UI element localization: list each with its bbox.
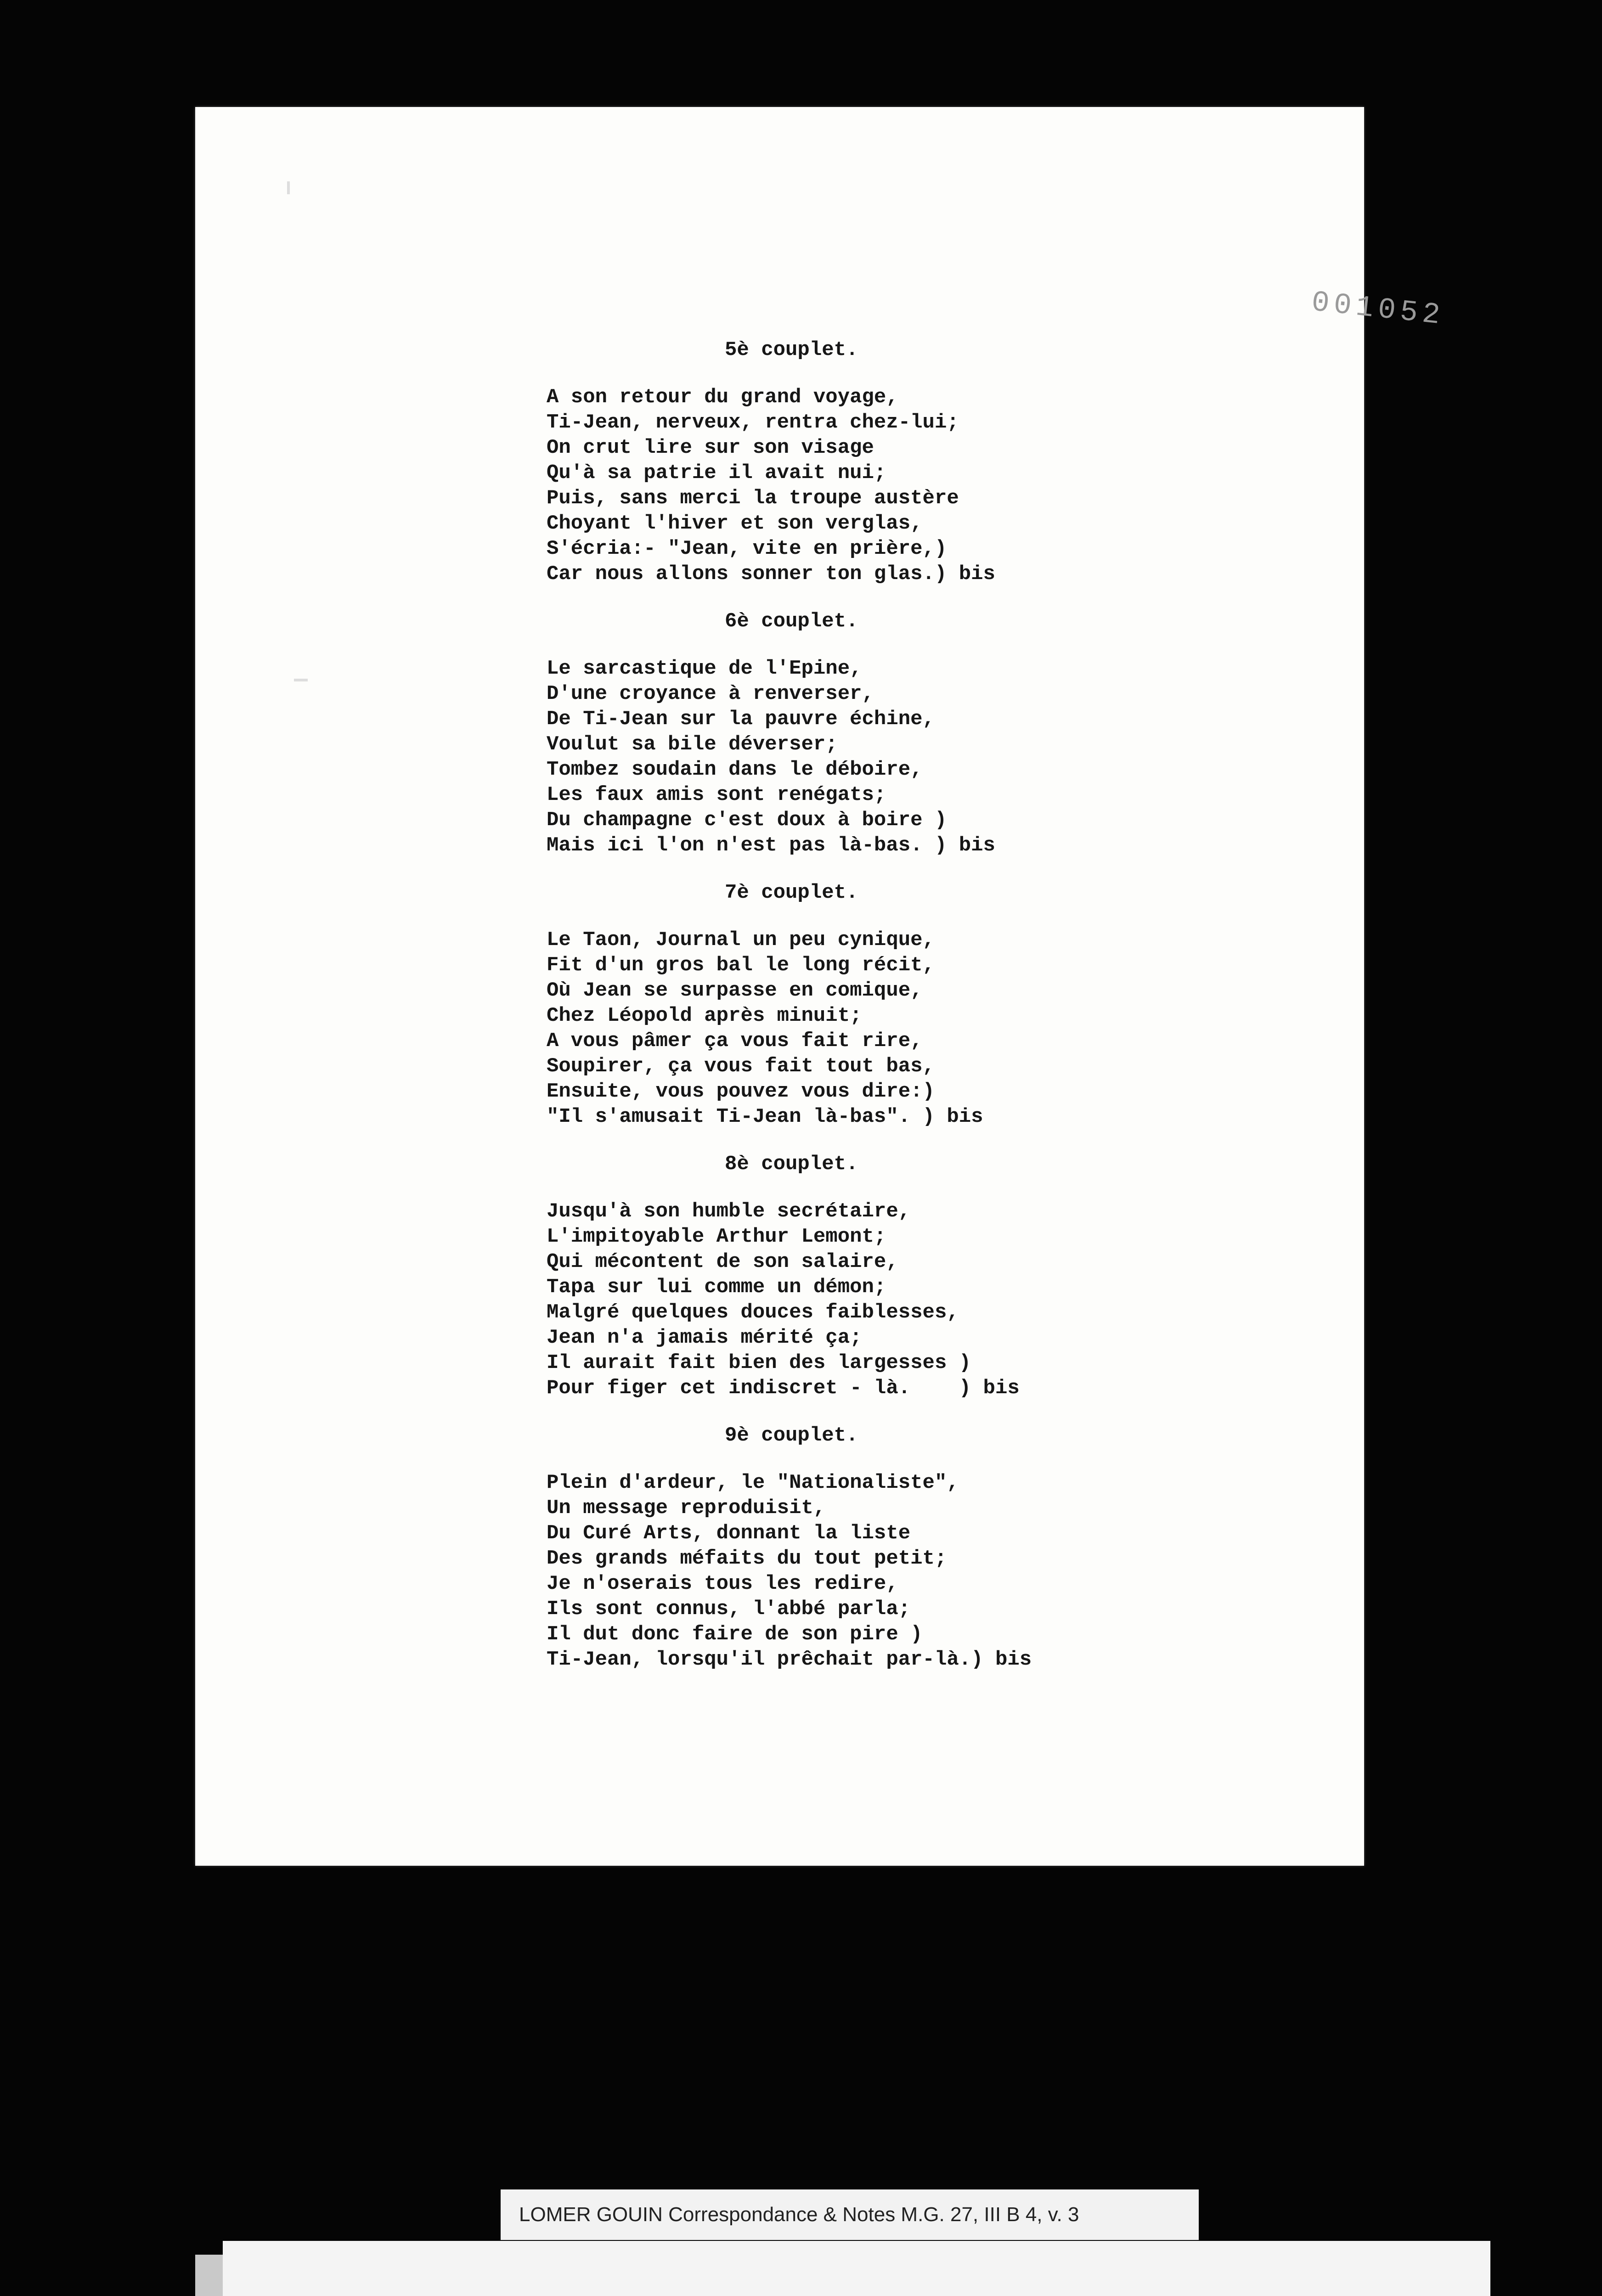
film-speck	[294, 679, 308, 681]
poem-line: Tapa sur lui comme un démon;	[547, 1276, 886, 1299]
poem-line: L'impitoyable Arthur Lemont;	[547, 1225, 886, 1248]
poem-line: Le sarcastique de l'Epine,	[547, 657, 862, 680]
poem-line: "Il s'amusait Ti-Jean là-bas". ) bis	[547, 1105, 983, 1128]
poem-line: Plein d'ardeur, le "Nationaliste",	[547, 1471, 959, 1494]
poem-line: Choyant l'hiver et son verglas,	[547, 512, 923, 535]
archive-stamp-number: 001052	[1310, 286, 1446, 333]
poem-line: Soupirer, ça vous fait tout bas,	[547, 1055, 935, 1078]
poem-line: Fit d'un gros bal le long récit,	[547, 954, 935, 977]
poem-line: Je n'oserais tous les redire,	[547, 1572, 898, 1595]
poem-line: A vous pâmer ça vous fait rire,	[547, 1030, 923, 1052]
poem-line: Le Taon, Journal un peu cynique,	[547, 929, 935, 951]
stanza	[547, 1470, 1032, 1672]
poem-line: Ti-Jean, lorsqu'il prêchait par-là.) bis	[547, 1648, 1032, 1671]
stanza	[547, 656, 1032, 858]
poem-line: Pour figer cet indiscret - là. ) bis	[547, 1377, 1020, 1400]
stanza-heading: 9è couplet.	[725, 1424, 858, 1447]
poem-line: Tombez soudain dans le déboire,	[547, 758, 923, 781]
poem-line: Du champagne c'est doux à boire )	[547, 809, 947, 832]
poem-line: Des grands méfaits du tout petit;	[547, 1547, 947, 1570]
poem-line: Un message reproduisit,	[547, 1497, 826, 1519]
poem-line: Les faux amis sont renégats;	[547, 783, 886, 806]
poem-line: A son retour du grand voyage,	[547, 386, 898, 409]
poem-line: Du Curé Arts, donnant la liste	[547, 1522, 911, 1545]
poem-line: Ils sont connus, l'abbé parla;	[547, 1598, 911, 1621]
poem-line: Ensuite, vous pouvez vous dire:)	[547, 1080, 935, 1103]
stanza-heading: 6è couplet.	[725, 610, 858, 633]
poem-line: Malgré quelques douces faiblesses,	[547, 1301, 959, 1324]
poem-line: Il aurait fait bien des largesses )	[547, 1351, 971, 1374]
stanza-heading: 5è couplet.	[725, 338, 858, 361]
stanza	[547, 385, 1032, 587]
poem-line: On crut lire sur son visage	[547, 436, 874, 459]
poem-line: Où Jean se surpasse en comique,	[547, 979, 923, 1002]
poem-line: D'une croyance à renverser,	[547, 682, 874, 705]
poem-line: Jean n'a jamais mérité ça;	[547, 1326, 862, 1349]
poem-line: Chez Léopold après minuit;	[547, 1004, 862, 1027]
poem-body	[547, 338, 1032, 1694]
archive-card	[223, 2241, 1490, 2296]
archive-reference-label: LOMER GOUIN Correspondance & Notes M.G. 27, III B 4, v. 3	[501, 2189, 1199, 2240]
poem-line: Mais ici l'on n'est pas là-bas. ) bis	[547, 834, 995, 857]
poem-line: Ti-Jean, nerveux, rentra chez-lui;	[547, 411, 959, 434]
film-speck	[287, 181, 290, 194]
poem-line: Il dut donc faire de son pire )	[547, 1623, 923, 1646]
poem-line: Car nous allons sonner ton glas.) bis	[547, 563, 995, 585]
stanza-heading: 8è couplet.	[725, 1153, 858, 1176]
poem-line: Puis, sans merci la troupe austère	[547, 487, 959, 510]
poem-line: Voulut sa bile déverser;	[547, 733, 838, 756]
poem-line: Qu'à sa patrie il avait nui;	[547, 461, 886, 484]
stanza-heading: 7è couplet.	[725, 881, 858, 904]
poem-line: De Ti-Jean sur la pauvre échine,	[547, 708, 935, 731]
poem-line: Jusqu'à son humble secrétaire,	[547, 1200, 911, 1223]
stanza	[547, 928, 1032, 1130]
poem-line: Qui mécontent de son salaire,	[547, 1250, 898, 1273]
poem-line: S'écria:- "Jean, vite en prière,)	[547, 537, 947, 560]
stanza	[547, 1199, 1032, 1401]
